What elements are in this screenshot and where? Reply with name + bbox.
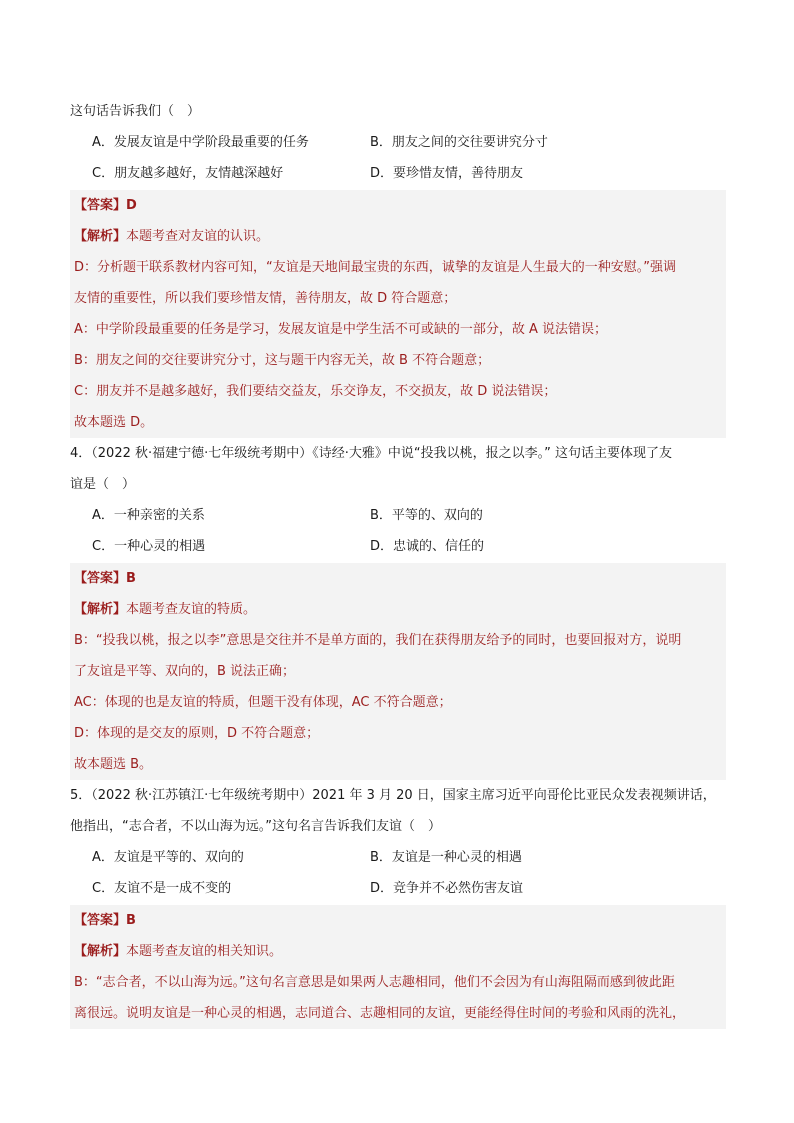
question-3-options-row-1 [70, 127, 726, 158]
answer-label: 【答案】 [74, 913, 127, 928]
analysis-text: B：“志合者，不以山海为远。”这句名言意思是如果两人志趣相同，他们不会因为有山海阻隔而感到彼此距 [74, 975, 675, 990]
analysis-text: C：朋友并不是越多越好，我们要结交益友，乐交诤友，不交损友，故 D 说法错误； [74, 384, 557, 399]
question-5-stem-line-1: 5．（2022 秋·江苏镇江·七年级统考期中）2021 年 3 月 20 日，国家主席习近平向哥伦比亚民众发表视频讲话， [70, 788, 716, 803]
analysis-text: B：朋友之间的交往要讲究分寸，这与题干内容无关，故 B 不符合题意； [74, 353, 491, 368]
answer-label: 【答案】 [74, 571, 127, 586]
analysis-text: A：中学阶段最重要的任务是学习，发展友谊是中学生活不可或缺的一部分，故 A 说法错误； [74, 322, 608, 337]
option-b: B．平等的、双向的 [370, 508, 483, 523]
analysis-text: AC：体现的也是友谊的特质，但题干没有体现，AC 不符合题意； [74, 695, 452, 710]
analysis-line: 【解析】本题考查友谊的特质。 [74, 602, 257, 617]
option-b: B．朋友之间的交往要讲究分寸 [370, 135, 548, 150]
question-3-stem: 这句话告诉我们（ ） [70, 104, 201, 119]
option-d: D．要珍惜友情，善待朋友 [370, 166, 524, 181]
question-4-options-row-2 [70, 531, 726, 562]
answer-label: 【答案】 [74, 198, 127, 213]
option-d: D．忠诚的、信任的 [370, 539, 485, 554]
option-c: C．友谊不是一成不变的 [92, 881, 232, 896]
option-d: D．竞争并不必然伤害友谊 [370, 881, 524, 896]
question-4-answer-block [70, 563, 726, 780]
option-c: C．一种心灵的相遇 [92, 539, 206, 554]
analysis-text: 故本题选 B。 [74, 757, 153, 772]
document-page [70, 96, 726, 1029]
analysis-text: 了友谊是平等、双向的，B 说法正确； [74, 664, 296, 679]
analysis-text: 友情的重要性，所以我们要珍惜友情，善待朋友，故 D 符合题意； [74, 291, 457, 306]
analysis-text: D：体现的是交友的原则，D 不符合题意； [74, 726, 320, 741]
analysis-text: B：“投我以桃，报之以李”意思是交往并不是单方面的，我们在获得朋友给予的同时，也要回报对方，说明 [74, 633, 682, 648]
analysis-label: 【解析】 [74, 944, 127, 959]
question-4-options-row-1 [70, 500, 726, 531]
analysis-label: 【解析】 [74, 602, 127, 617]
answer-line [70, 563, 726, 594]
analysis-label: 【解析】 [74, 229, 127, 244]
question-5-answer-block [70, 905, 726, 1029]
question-3-answer-block [70, 190, 726, 438]
question-4-stem-line-2: 谊是（ ） [70, 477, 136, 492]
analysis-text: 离很远。说明友谊是一种心灵的相遇，志同道合、志趣相同的友谊，更能经得住时间的考验和风雨的洗礼， [74, 1006, 686, 1021]
analysis-line: 【解析】本题考查友谊的相关知识。 [74, 944, 283, 959]
question-3-options-row-2 [70, 158, 726, 189]
answer-value: B [126, 571, 136, 586]
answer-line [70, 190, 726, 221]
option-a: A．发展友谊是中学阶段最重要的任务 [92, 135, 309, 150]
answer-line [70, 905, 726, 936]
analysis-text: 故本题选 D。 [74, 415, 154, 430]
analysis-line: 【解析】本题考查对友谊的认识。 [74, 229, 270, 244]
option-b: B．友谊是一种心灵的相遇 [370, 850, 522, 865]
answer-value: B [126, 913, 136, 928]
question-5-options-row-1 [70, 842, 726, 873]
question-5-options-row-2 [70, 873, 726, 904]
answer-value: D [126, 198, 137, 213]
option-c: C．朋友越多越好，友情越深越好 [92, 166, 284, 181]
option-a: A．友谊是平等的、双向的 [92, 850, 244, 865]
option-a: A．一种亲密的关系 [92, 508, 205, 523]
analysis-text: D：分析题干联系教材内容可知，“友谊是天地间最宝贵的东西，诚挚的友谊是人生最大的一种安慰。”强调 [74, 260, 676, 275]
question-4-stem-line-1: 4．（2022 秋·福建宁德·七年级统考期中）《诗经·大雅》中说“投我以桃，报之以李。” 这句话主要体现了友 [70, 446, 672, 461]
question-5-stem-line-2: 他指出，“志合者，不以山海为远。”这句名言告诉我们友谊（ ） [70, 819, 441, 834]
